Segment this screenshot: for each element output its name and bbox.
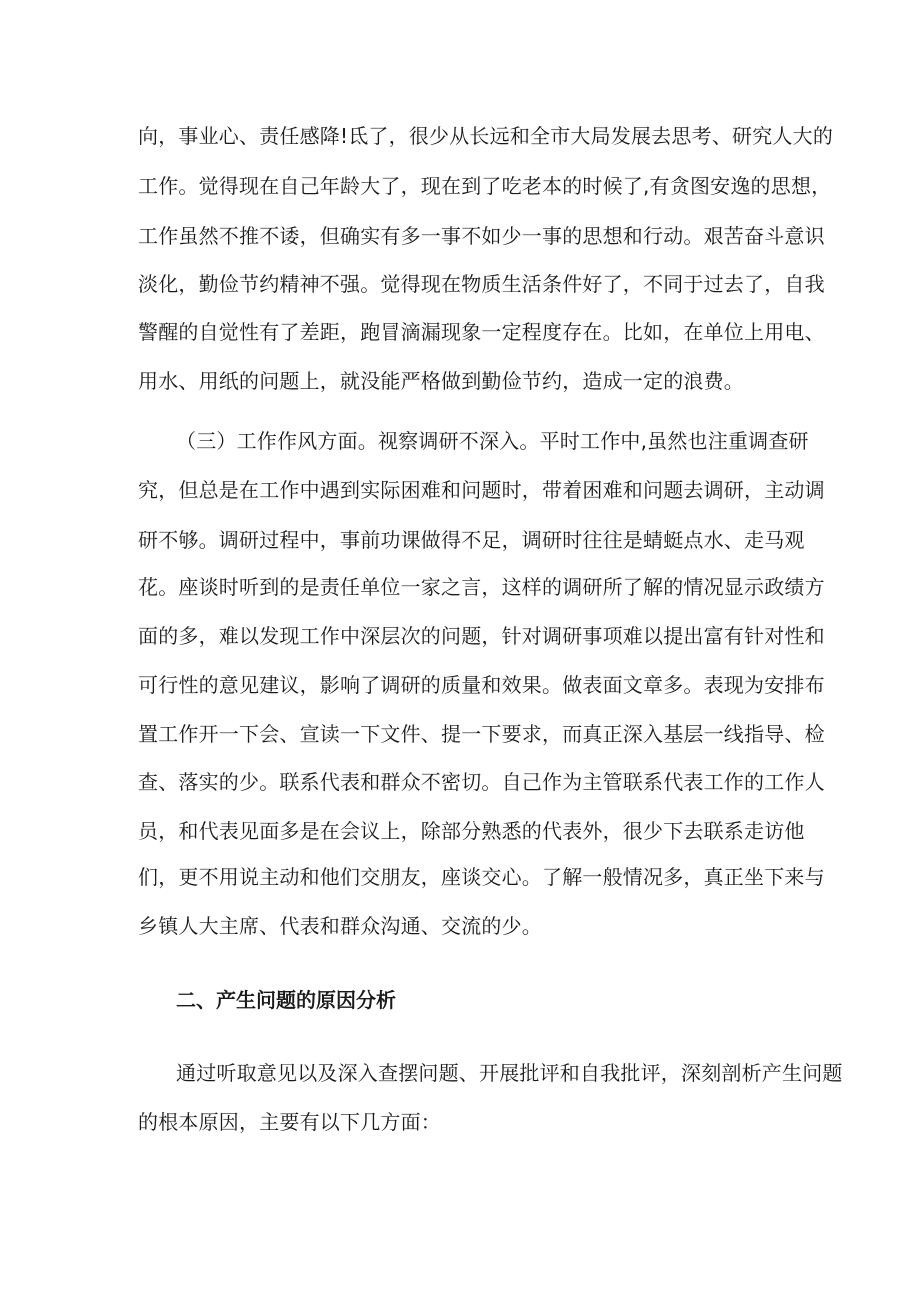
paragraph-line: 面的多，难以发现工作中深层次的问题，针对调研事项难以提出富有针对性和	[138, 624, 825, 648]
paragraph-line: 工作。觉得现在自己年龄大了，现在到了吃老本的时候了,有贪图安逸的思想，	[138, 174, 832, 198]
paragraph-line: （三）工作作风方面。视察调研不深入。平时工作中,虽然也注重调查研	[176, 429, 809, 453]
paragraph-line: 员，和代表见面多是在会议上，除部分熟悉的代表外，很少下去联系走访他	[138, 819, 805, 843]
paragraph-line: 通过听取意见以及深入查摆问题、开展批评和自我批评，深刻剖析产生问题	[176, 1061, 843, 1085]
paragraph-line: 查、落实的少。联系代表和群众不密切。自己作为主管联系代表工作的工作人	[138, 770, 825, 794]
paragraph-line: 置工作开一下会、宣读一下文件、提一下要求，而真正深入基层一线指导、检	[138, 722, 825, 746]
paragraph-line: 们，更不用说主动和他们交朋友，座谈交心。了解一般情况多，真正坐下来与	[138, 865, 825, 889]
paragraph-line: 可行性的意见建议，影响了调研的质量和效果。做表面文章多。表现为安排布	[138, 673, 825, 697]
paragraph-line: 警醒的自觉性有了差距，跑冒滴漏现象一定程度存在。比如，在单位上用电、	[138, 320, 825, 344]
paragraph-line: 淡化，勤俭节约精神不强。觉得现在物质生活条件好了，不同于过去了，自我	[138, 272, 825, 296]
paragraph-line: 工作虽然不推不诿，但确实有多一事不如少一事的思想和行动。艰苦奋斗意识	[138, 224, 825, 248]
paragraph-line: 向，事业心、责任感降!氐了，很少从长远和全市大局发展去思考、研究人大的	[138, 124, 834, 148]
paragraph-line: 用水、用纸的问题上，就没能严格做到勤俭节约，造成一定的浪费。	[138, 369, 744, 393]
paragraph-line: 研不够。调研过程中，事前功课做得不足，调研时往往是蜻蜓点水、走马观	[138, 528, 805, 552]
paragraph-line: 乡镇人大主席、代表和群众沟通、交流的少。	[138, 914, 542, 938]
paragraph-line: 究，但总是在工作中遇到实际困难和问题时，带着困难和问题去调研，主动调	[138, 478, 825, 502]
paragraph-line: 的根本原因，主要有以下几方面：	[138, 1110, 441, 1134]
paragraph-line: 花。座谈时听到的是责任单位一家之言，这样的调研所了解的情况显示政绩方	[138, 575, 825, 599]
section-heading: 二、产生问题的原因分析	[176, 988, 396, 1012]
